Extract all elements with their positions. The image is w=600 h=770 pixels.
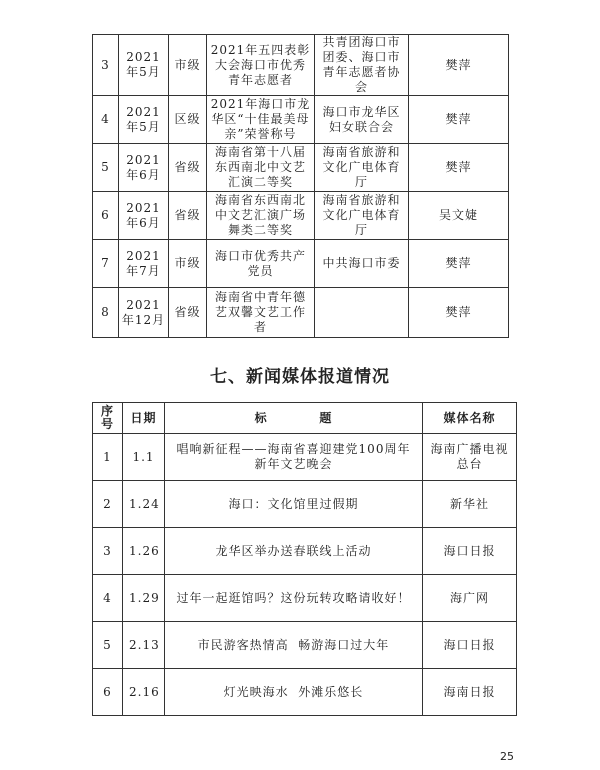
row-number: 3 bbox=[93, 35, 119, 96]
award-honor: 海南省东西南北中文艺汇演广场舞类二等奖 bbox=[207, 192, 315, 240]
report-title: 过年一起逛馆吗？这份玩转攻略请收好！ bbox=[165, 575, 423, 622]
award-person: 樊萍 bbox=[409, 144, 509, 192]
row-number: 6 bbox=[93, 192, 119, 240]
row-number: 6 bbox=[93, 669, 123, 716]
row-number: 5 bbox=[93, 622, 123, 669]
award-issuer bbox=[315, 288, 409, 338]
award-date: 2021年5月 bbox=[119, 96, 169, 144]
report-outlet: 海南广播电视总台 bbox=[423, 434, 517, 481]
media-report-table bbox=[92, 402, 517, 716]
award-date: 2021年7月 bbox=[119, 240, 169, 288]
award-date: 2021年6月 bbox=[119, 192, 169, 240]
award-honor: 海口市优秀共产党员 bbox=[207, 240, 315, 288]
row-number: 4 bbox=[93, 96, 119, 144]
table-row bbox=[93, 481, 517, 528]
award-level: 省级 bbox=[169, 288, 207, 338]
report-outlet: 海南日报 bbox=[423, 669, 517, 716]
report-title: 龙华区举办送春联线上活动 bbox=[165, 528, 423, 575]
row-number: 7 bbox=[93, 240, 119, 288]
page-number: 25 bbox=[500, 750, 514, 763]
award-issuer: 中共海口市委 bbox=[315, 240, 409, 288]
award-person: 樊萍 bbox=[409, 35, 509, 96]
report-title: 海口：文化馆里过假期 bbox=[165, 481, 423, 528]
report-title: 市民游客热情高 畅游海口过大年 bbox=[165, 622, 423, 669]
award-honor: 海南省中青年德艺双馨文艺工作者 bbox=[207, 288, 315, 338]
award-level: 省级 bbox=[169, 144, 207, 192]
award-level: 市级 bbox=[169, 240, 207, 288]
table-header-row bbox=[93, 403, 517, 434]
award-honor: 2021年海口市龙华区“十佳最美母亲”荣誉称号 bbox=[207, 96, 315, 144]
award-honor: 海南省第十八届东西南北中文艺汇演二等奖 bbox=[207, 144, 315, 192]
row-number: 3 bbox=[93, 528, 123, 575]
award-person: 樊萍 bbox=[409, 96, 509, 144]
row-number: 4 bbox=[93, 575, 123, 622]
report-date: 2.13 bbox=[123, 622, 165, 669]
header-number: 序号 bbox=[93, 403, 123, 434]
row-number: 5 bbox=[93, 144, 119, 192]
row-number: 8 bbox=[93, 288, 119, 338]
table-row bbox=[93, 669, 517, 716]
table-row bbox=[93, 622, 517, 669]
award-date: 2021年5月 bbox=[119, 35, 169, 96]
table-row bbox=[93, 96, 509, 144]
award-honor: 2021年五四表彰大会海口市优秀青年志愿者 bbox=[207, 35, 315, 96]
report-date: 1.24 bbox=[123, 481, 165, 528]
table-row bbox=[93, 144, 509, 192]
table-row bbox=[93, 575, 517, 622]
award-person: 吴文婕 bbox=[409, 192, 509, 240]
table-row bbox=[93, 528, 517, 575]
table-row bbox=[93, 240, 509, 288]
award-date: 2021年12月 bbox=[119, 288, 169, 338]
header-title: 标 题 bbox=[165, 403, 423, 434]
report-date: 2.16 bbox=[123, 669, 165, 716]
report-date: 1.26 bbox=[123, 528, 165, 575]
award-date: 2021年6月 bbox=[119, 144, 169, 192]
section-title: 七、新闻媒体报道情况 bbox=[210, 367, 390, 387]
award-issuer: 海南省旅游和文化广电体育厅 bbox=[315, 192, 409, 240]
report-outlet: 新华社 bbox=[423, 481, 517, 528]
table-row bbox=[93, 288, 509, 338]
header-date: 日期 bbox=[123, 403, 165, 434]
report-date: 1.1 bbox=[123, 434, 165, 481]
award-issuer: 海口市龙华区妇女联合会 bbox=[315, 96, 409, 144]
award-level: 省级 bbox=[169, 192, 207, 240]
award-person: 樊萍 bbox=[409, 240, 509, 288]
award-person: 樊萍 bbox=[409, 288, 509, 338]
award-issuer: 海南省旅游和文化广电体育厅 bbox=[315, 144, 409, 192]
award-level: 市级 bbox=[169, 35, 207, 96]
report-outlet: 海广网 bbox=[423, 575, 517, 622]
awards-table bbox=[92, 34, 509, 338]
report-date: 1.29 bbox=[123, 575, 165, 622]
award-level: 区级 bbox=[169, 96, 207, 144]
report-title: 唱响新征程——海南省喜迎建党100周年新年文艺晚会 bbox=[165, 434, 423, 481]
report-title: 灯光映海水 外滩乐悠长 bbox=[165, 669, 423, 716]
table-row bbox=[93, 192, 509, 240]
header-outlet: 媒体名称 bbox=[423, 403, 517, 434]
award-issuer: 共青团海口市团委、海口市青年志愿者协会 bbox=[315, 35, 409, 96]
report-outlet: 海口日报 bbox=[423, 528, 517, 575]
row-number: 2 bbox=[93, 481, 123, 528]
report-outlet: 海口日报 bbox=[423, 622, 517, 669]
row-number: 1 bbox=[93, 434, 123, 481]
table-row bbox=[93, 35, 509, 96]
table-row bbox=[93, 434, 517, 481]
